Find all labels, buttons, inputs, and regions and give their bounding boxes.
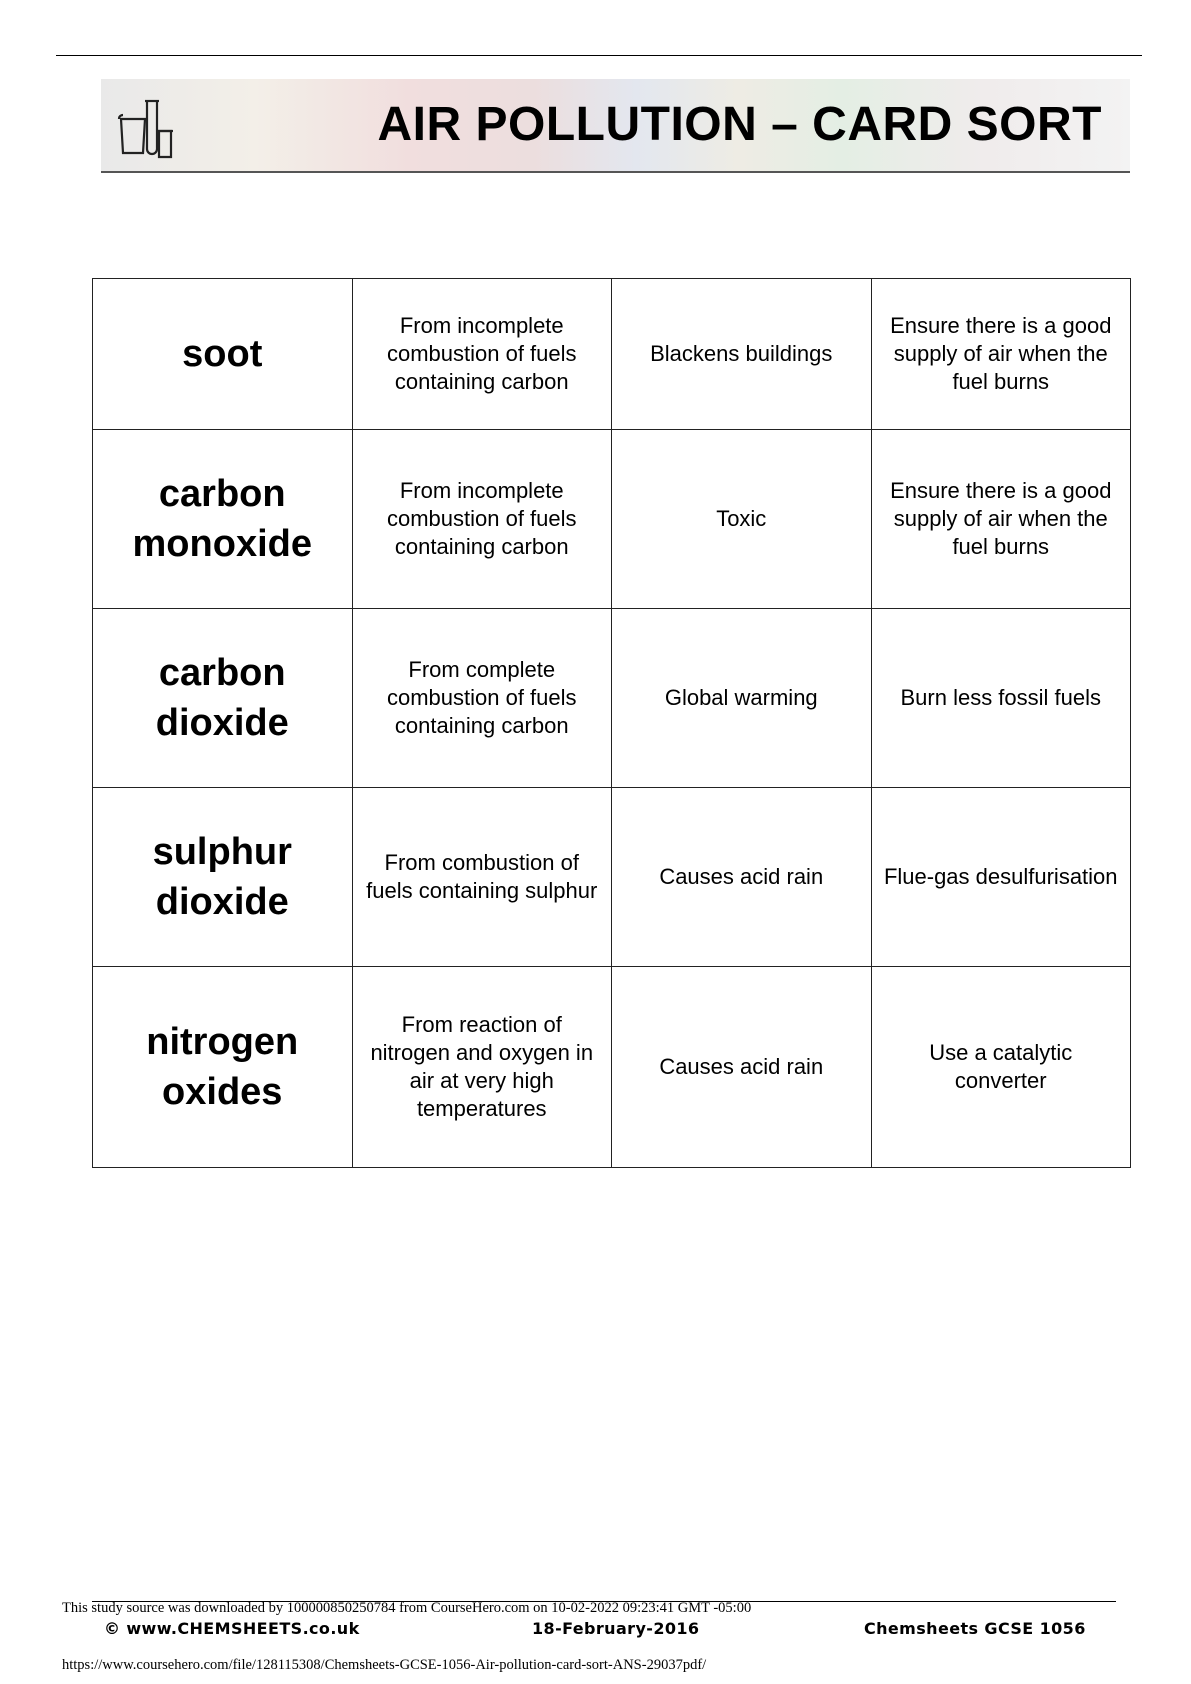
footer-date: 18-February-2016 bbox=[532, 1619, 700, 1638]
source-card: From combustion of fuels containing sulphur bbox=[352, 788, 612, 967]
effect-card: Global warming bbox=[612, 609, 872, 788]
footer-website: © www.CHEMSHEETS.co.uk bbox=[104, 1619, 360, 1638]
pollutant-card: carbon dioxide bbox=[93, 609, 353, 788]
card-row bbox=[93, 609, 1131, 788]
card-row bbox=[93, 279, 1131, 430]
source-card: From incomplete combustion of fuels containing carbon bbox=[352, 279, 612, 430]
download-note: This study source was downloaded by 100000850250784 from CourseHero.com on 10-02-2022 09:23:41 GMT -05:00 bbox=[62, 1600, 752, 1616]
card-sort-table bbox=[92, 278, 1131, 1168]
page-title: AIR POLLUTION – CARD SORT bbox=[377, 98, 1102, 151]
effect-card: Toxic bbox=[612, 429, 872, 608]
pollutant-card: soot bbox=[93, 279, 353, 430]
source-card: From complete combustion of fuels containing carbon bbox=[352, 609, 612, 788]
effect-card: Causes acid rain bbox=[612, 967, 872, 1168]
card-row bbox=[93, 788, 1131, 967]
solution-card: Ensure there is a good supply of air when the fuel burns bbox=[871, 279, 1131, 430]
solution-card: Use a catalytic converter bbox=[871, 967, 1131, 1168]
source-card: From reaction of nitrogen and oxygen in air at very high temperatures bbox=[352, 967, 612, 1168]
lab-glassware-icon bbox=[115, 91, 187, 163]
footer-code: Chemsheets GCSE 1056 bbox=[864, 1619, 1086, 1638]
solution-card: Burn less fossil fuels bbox=[871, 609, 1131, 788]
solution-card: Flue-gas desulfurisation bbox=[871, 788, 1131, 967]
pollutant-card: nitrogen oxides bbox=[93, 967, 353, 1168]
top-rule bbox=[56, 55, 1142, 56]
effect-card: Causes acid rain bbox=[612, 788, 872, 967]
card-row bbox=[93, 429, 1131, 608]
card-row bbox=[93, 967, 1131, 1168]
pollutant-card: sulphur dioxide bbox=[93, 788, 353, 967]
effect-card: Blackens buildings bbox=[612, 279, 872, 430]
title-banner bbox=[101, 79, 1130, 173]
source-card: From incomplete combustion of fuels containing carbon bbox=[352, 429, 612, 608]
source-url: https://www.coursehero.com/file/128115308/Chemsheets-GCSE-1056-Air-pollution-card-sort-ANS-29037pdf/ bbox=[62, 1657, 707, 1673]
solution-card: Ensure there is a good supply of air when the fuel burns bbox=[871, 429, 1131, 608]
pollutant-card: carbon monoxide bbox=[93, 429, 353, 608]
